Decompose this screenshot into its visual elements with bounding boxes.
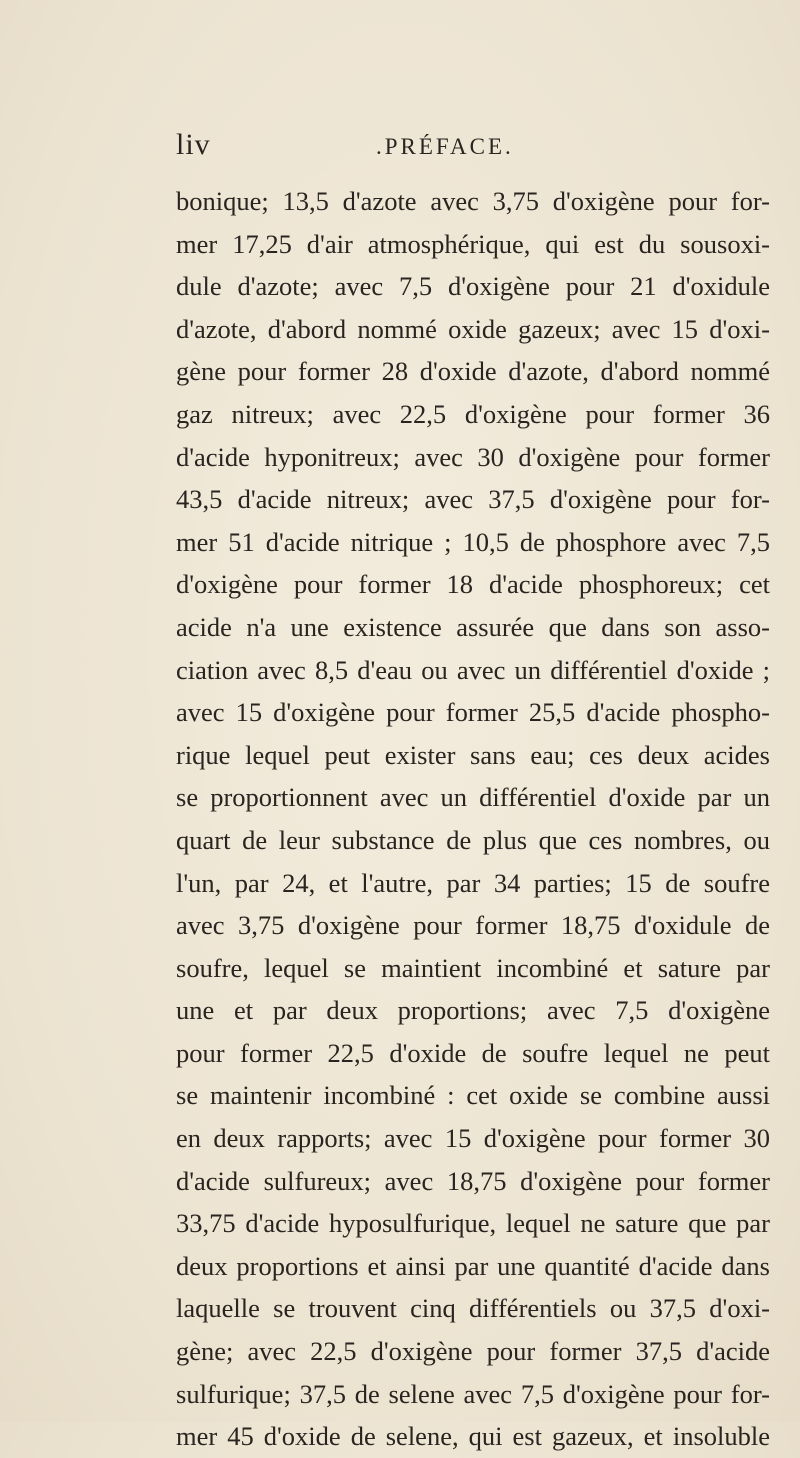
body-text bbox=[176, 180, 770, 1458]
text-line: gène pour former 28 d'oxide d'azote, d'abord nommé bbox=[176, 356, 770, 387]
text-line: se maintenir incombiné : cet oxide se combine aussi bbox=[176, 1080, 770, 1111]
page-number: liv bbox=[176, 128, 211, 161]
text-line: 33,75 d'acide hyposulfurique, lequel ne sature que par bbox=[176, 1208, 770, 1239]
text-line: d'acide sulfureux; avec 18,75 d'oxigène pour former bbox=[176, 1165, 770, 1196]
text-line: acide n'a une existence assurée que dans son asso- bbox=[176, 611, 770, 642]
text-line: 43,5 d'acide nitreux; avec 37,5 d'oxigène pour for- bbox=[176, 484, 770, 515]
text-line: sulfurique; 37,5 de selene avec 7,5 d'oxigène pour for- bbox=[176, 1378, 770, 1409]
text-line: dule d'azote; avec 7,5 d'oxigène pour 21 d'oxidule bbox=[176, 271, 770, 302]
text-line: ciation avec 8,5 d'eau ou avec un différentiel d'oxide ; bbox=[176, 654, 770, 685]
text-line: soufre, lequel se maintient incombiné et sature par bbox=[176, 952, 770, 983]
text-line: l'un, par 24, et l'autre, par 34 parties; 15 de soufre bbox=[176, 867, 770, 898]
text-line: avec 15 d'oxigène pour former 25,5 d'acide phospho- bbox=[176, 697, 770, 728]
text-line: laquelle se trouvent cinq différentiels ou 37,5 d'oxi- bbox=[176, 1293, 770, 1324]
text-line: mer 17,25 d'air atmosphérique, qui est du sousoxi- bbox=[176, 228, 770, 259]
text-line: quart de leur substance de plus que ces nombres, ou bbox=[176, 824, 770, 855]
text-line: gène; avec 22,5 d'oxigène pour former 37,5 d'acide bbox=[176, 1336, 770, 1367]
text-line: bonique; 13,5 d'azote avec 3,75 d'oxigène pour for- bbox=[176, 186, 770, 216]
text-line: d'azote, d'abord nommé oxide gazeux; avec 15 d'oxi- bbox=[176, 313, 770, 344]
text-line: d'oxigène pour former 18 d'acide phosphoreux; cet bbox=[176, 569, 770, 600]
text-line: mer 51 d'acide nitrique ; 10,5 de phosphore avec 7,5 bbox=[176, 526, 770, 557]
text-line: se proportionnent avec un différentiel d'oxide par un bbox=[176, 782, 770, 813]
running-title: .PRÉFACE. bbox=[376, 134, 514, 159]
page-header bbox=[176, 128, 776, 172]
text-line: mer 45 d'oxide de selene, qui est gazeux, et insoluble bbox=[176, 1421, 770, 1452]
text-line: pour former 22,5 d'oxide de soufre lequel ne peut bbox=[176, 1037, 770, 1068]
text-line: d'acide hyponitreux; avec 30 d'oxigène pour former bbox=[176, 441, 770, 472]
text-line: rique lequel peut exister sans eau; ces deux acides bbox=[176, 739, 770, 770]
text-line: deux proportions et ainsi par une quantité d'acide dans bbox=[176, 1250, 770, 1281]
text-line: en deux rapports; avec 15 d'oxigène pour former 30 bbox=[176, 1123, 770, 1154]
text-line: avec 3,75 d'oxigène pour former 18,75 d'oxidule de bbox=[176, 910, 770, 941]
text-line: une et par deux proportions; avec 7,5 d'oxigène bbox=[176, 995, 770, 1026]
text-line: gaz nitreux; avec 22,5 d'oxigène pour former 36 bbox=[176, 398, 770, 429]
